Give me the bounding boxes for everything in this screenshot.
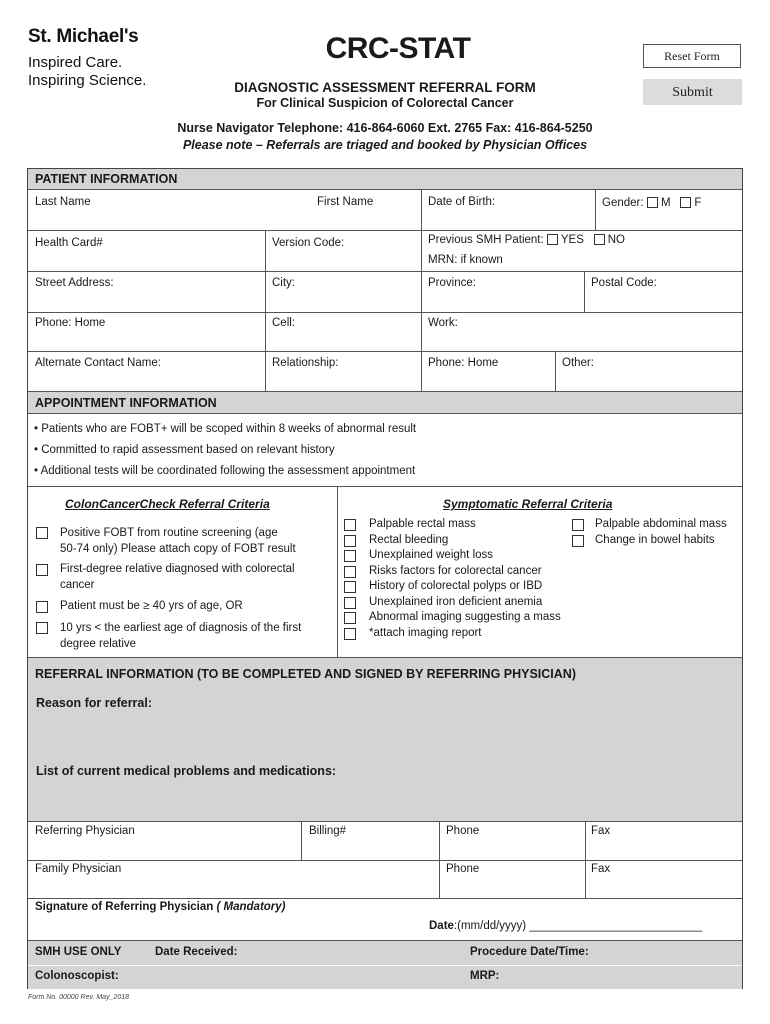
colon-criteria-item-2-line-1: First-degree relative diagnosed with colorectal (60, 563, 295, 575)
alt-contact-field[interactable] (28, 352, 265, 391)
symptomatic-criteria-heading: Symptomatic Referral Criteria (443, 497, 613, 511)
cell-label: Cell: (272, 317, 296, 329)
form-number: Form No. 00000 Rev. May_2018 (28, 994, 130, 1001)
colon-criteria-checkbox-1[interactable] (36, 527, 48, 539)
appointment-bullet-1-text: Patients who are FOBT+ will be scoped within 8 weeks of abnormal result (41, 423, 417, 435)
symptom-label-4: Risks factors for colorectal cancer (369, 565, 542, 577)
symptom-checkbox-6[interactable] (344, 597, 356, 609)
logo-tagline-line1: Inspired Care. (28, 54, 123, 71)
symptom-label-8: *attach imaging report (369, 627, 482, 639)
phone-home-field[interactable] (28, 313, 265, 351)
gender-m-label: M (660, 197, 671, 209)
billing-label: Billing# (309, 825, 347, 837)
referring-fax-field[interactable] (586, 822, 742, 860)
signature-label (35, 901, 286, 913)
colon-criteria-item-1-line-1: Positive FOBT from routine screening (age (60, 527, 278, 539)
other-phone-field[interactable] (556, 352, 742, 391)
last-name-label: Last Name (35, 196, 91, 208)
mandatory-note: ( Mandatory) (216, 901, 286, 913)
referring-physician-field[interactable] (28, 822, 301, 860)
colon-criteria-item-2-line-2: cancer (60, 578, 95, 591)
appointment-bullet-3-text: Additional tests will be coordinated following the assessment appointment (40, 465, 416, 477)
family-phone-field[interactable] (440, 861, 585, 898)
previous-smh-no-checkbox[interactable] (594, 234, 605, 245)
colon-criteria-item-1 (60, 526, 296, 557)
symptom-label-2: Rectal bleeding (369, 534, 449, 546)
gender-f-checkbox[interactable] (680, 197, 691, 208)
street-address-field[interactable] (28, 272, 265, 312)
logo-tagline (28, 54, 146, 90)
referring-fax-label: Fax (591, 825, 611, 837)
reset-form-button[interactable]: Reset Form (643, 44, 741, 68)
referring-physician-label: Referring Physician (35, 825, 135, 837)
submit-button[interactable]: Submit (643, 79, 742, 105)
colon-criteria-checkbox-4[interactable] (36, 622, 48, 634)
reason-for-referral-field[interactable] (28, 713, 742, 761)
other-label: Other: (562, 357, 594, 369)
symptom-checkbox-8[interactable] (344, 628, 356, 640)
smh-use-only-label: SMH USE ONLY (35, 946, 122, 958)
symptom-label-6: Unexplained iron deficient anemia (369, 596, 543, 608)
gender-f-label: F (694, 197, 702, 209)
signature-label-text: Signature of Referring Physician (35, 901, 214, 913)
dob-label: Date of Birth: (428, 196, 496, 208)
colon-criteria-checkbox-2[interactable] (36, 564, 48, 576)
family-fax-label: Fax (591, 863, 611, 875)
family-phone-label: Phone (446, 863, 480, 875)
symptom-checkbox-4[interactable] (344, 566, 356, 578)
referral-form (27, 168, 743, 989)
previous-smh-no-label: NO (607, 234, 625, 246)
first-name-label: First Name (317, 196, 374, 208)
mrn-label: MRN: if known (428, 254, 503, 266)
alt-phone-home-label: Phone: Home (428, 357, 499, 369)
colon-criteria-heading: ColonCancerCheck Referral Criteria (65, 497, 270, 511)
city-label: City: (272, 277, 295, 289)
symptom-checkbox-3[interactable] (344, 550, 356, 562)
colon-criteria-item-3: Patient must be ≥ 40 yrs of age, OR (60, 600, 243, 612)
colon-criteria-item-4-line-2: degree relative (60, 637, 137, 650)
city-field[interactable] (266, 272, 421, 312)
symptom-label-bowel-habits: Change in bowel habits (595, 534, 715, 546)
gender-m-checkbox[interactable] (647, 197, 658, 208)
colon-criteria-item-2 (60, 562, 295, 593)
patient-name-field[interactable] (28, 190, 421, 230)
province-field[interactable] (422, 272, 584, 312)
symptom-label-3: Unexplained weight loss (369, 549, 494, 561)
relationship-field[interactable] (266, 352, 421, 391)
colon-criteria-item-4-line-1: 10 yrs < the earliest age of diagnosis of the first (60, 622, 302, 634)
nurse-navigator-contact: Nurse Navigator Telephone: 416-864-6060 Ext. 2765 Fax: 416-864-5250 (177, 121, 593, 135)
date-label: Date (429, 920, 454, 932)
appointment-bullet-2-text: Committed to rapid assessment based on relevant history (41, 444, 335, 456)
referring-phone-label: Phone (446, 825, 480, 837)
cell-field[interactable] (266, 313, 421, 351)
colon-criteria-checkbox-3[interactable] (36, 601, 48, 613)
form-subtitle: DIAGNOSTIC ASSESSMENT REFERRAL FORM (234, 80, 536, 95)
postal-code-label: Postal Code: (591, 277, 657, 289)
symptom-checkbox-5[interactable] (344, 581, 356, 593)
date-format-line: :(mm/dd/yyyy) ___________________________ (453, 920, 703, 932)
gender-field (602, 197, 701, 209)
alt-phone-home-field[interactable] (422, 352, 555, 391)
appointment-bullet-1: • Patients who are FOBT+ will be scoped within 8 weeks of abnormal result (34, 423, 417, 435)
family-fax-field[interactable] (586, 861, 742, 898)
phone-home-label: Phone: Home (35, 317, 106, 329)
logo-name: St. Michael's (28, 26, 139, 47)
street-address-label: Street Address: (35, 277, 114, 289)
mrp-label: MRP: (470, 970, 500, 982)
symptom-checkbox-2[interactable] (344, 535, 356, 547)
colonoscopist-label: Colonoscopist: (35, 970, 119, 982)
gender-label: Gender: (602, 197, 644, 209)
symptom-label-5: History of colorectal polyps or IBD (369, 580, 543, 592)
signature-field[interactable] (28, 916, 423, 940)
triage-note: Please note – Referrals are triaged and booked by Physician Offices (182, 138, 588, 152)
previous-smh-field (428, 234, 625, 246)
family-physician-field[interactable] (28, 861, 439, 898)
appointment-bullet-2: • Committed to rapid assessment based on relevant history (34, 444, 335, 456)
procedure-date-label: Procedure Date/Time: (470, 946, 589, 958)
logo-tagline-line2: Inspiring Science. (28, 72, 147, 89)
symptom-label-1: Palpable rectal mass (369, 518, 476, 530)
health-card-field[interactable] (28, 231, 265, 271)
symptom-label-7: Abnormal imaging suggesting a mass (369, 611, 561, 623)
appointment-section-heading: APPOINTMENT INFORMATION (35, 396, 217, 410)
appointment-bullet-3: • Additional tests will be coordinated following the assessment appointment (34, 465, 416, 477)
referral-section-heading: REFERRAL INFORMATION (TO BE COMPLETED AND SIGNED BY REFERRING PHYSICIAN) (35, 667, 576, 681)
symptom-checkbox-7[interactable] (344, 612, 356, 624)
medical-problems-field[interactable] (28, 781, 742, 821)
version-code-field[interactable] (266, 231, 421, 271)
patient-section-heading: PATIENT INFORMATION (35, 172, 178, 186)
colon-criteria-item-1-line-2: 50-74 only) Please attach copy of FOBT result (60, 542, 296, 555)
symptom-label-abdominal-mass: Palpable abdominal mass (595, 518, 727, 530)
previous-smh-yes-checkbox[interactable] (547, 234, 558, 245)
previous-smh-label: Previous SMH Patient: (428, 234, 544, 246)
dob-field[interactable] (422, 190, 595, 230)
medical-problems-label: List of current medical problems and medications: (36, 764, 337, 778)
previous-smh-yes-label: YES (560, 234, 584, 246)
symptom-checkbox-bowel-habits[interactable] (572, 535, 584, 547)
province-label: Province: (428, 277, 476, 289)
form-subtitle-2: For Clinical Suspicion of Colorectal Cancer (256, 96, 514, 110)
form-title: CRC-STAT (325, 32, 471, 65)
colon-criteria-item-4 (60, 621, 301, 652)
date-received-label: Date Received: (155, 946, 238, 958)
work-phone-field[interactable] (422, 313, 742, 351)
postal-code-field[interactable] (585, 272, 742, 312)
alt-contact-label: Alternate Contact Name: (35, 357, 161, 369)
symptom-checkbox-abdominal-mass[interactable] (572, 519, 584, 531)
version-code-label: Version Code: (272, 237, 345, 249)
health-card-label: Health Card# (35, 237, 103, 249)
reason-for-referral-label: Reason for referral: (36, 696, 153, 710)
relationship-label: Relationship: (272, 357, 339, 369)
symptom-checkbox-1[interactable] (344, 519, 356, 531)
work-label: Work: (428, 317, 458, 329)
referring-phone-field[interactable] (440, 822, 585, 860)
signature-date-field[interactable] (429, 920, 702, 932)
billing-field[interactable] (302, 822, 439, 860)
family-physician-label: Family Physician (35, 863, 122, 875)
